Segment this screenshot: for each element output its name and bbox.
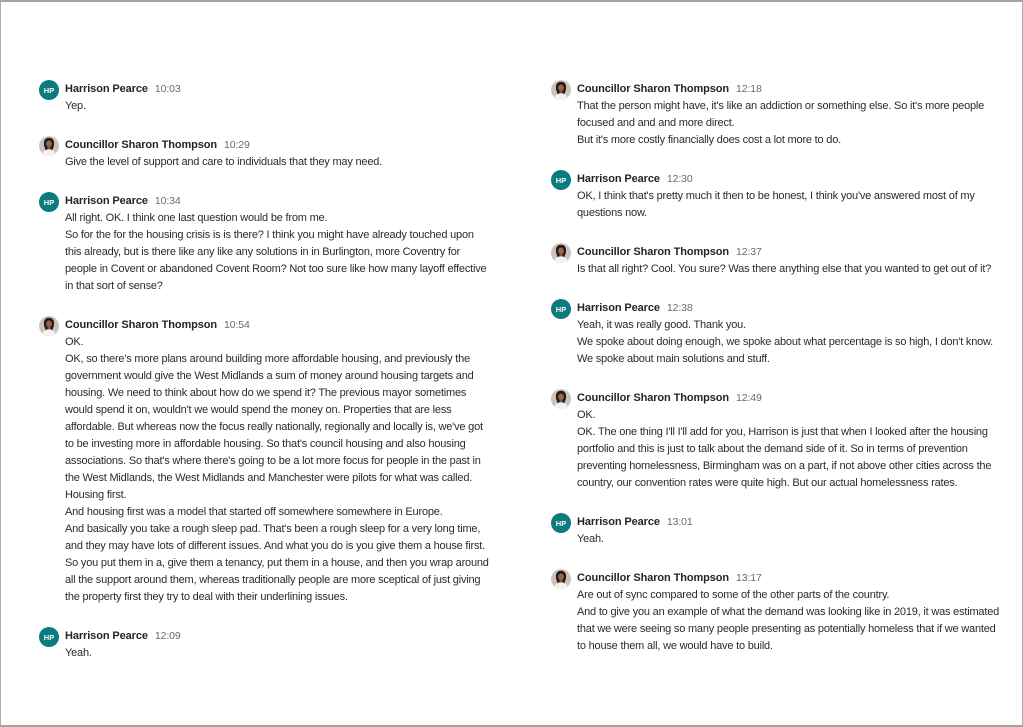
speaker-name: Harrison Pearce <box>65 195 148 207</box>
photo-avatar <box>39 316 59 336</box>
message-timestamp: 12:30 <box>666 173 693 185</box>
chat-message <box>39 191 491 295</box>
message-paragraph: OK. <box>577 409 596 421</box>
message-paragraph: Give the level of support and care to individuals that they may need. <box>65 156 383 168</box>
message-header <box>577 79 1003 98</box>
message-text <box>65 210 491 295</box>
message-paragraph: Housing first. <box>65 489 127 501</box>
message-content <box>577 568 1003 655</box>
speaker-name: Councillor Sharon Thompson <box>577 246 730 258</box>
initials-avatar: HP <box>551 299 571 319</box>
chat-message <box>551 242 1003 278</box>
chat-message <box>39 626 491 662</box>
speaker-name: Harrison Pearce <box>65 630 148 642</box>
message-timestamp: 12:38 <box>666 302 693 314</box>
message-paragraph: So for the for the housing crisis is is there? I think you might have already touched upon this already, but is there like any like any solutions in in Burlington, more Coventry for people in Covent or abandoned Covent Room? Not too sure like how many layoff effective in that sort of sense? <box>65 229 487 292</box>
message-header <box>65 191 491 210</box>
message-header <box>577 169 1003 188</box>
message-content <box>577 388 1003 492</box>
speaker-name: Councillor Sharon Thompson <box>577 572 730 584</box>
message-paragraph: OK, so there's more plans around building more affordable housing, and previously the government would give the West Midlands a sum of money around housing targets and housing. We need to think about how do we spend it? The previous mayor sometimes would spend it on, wouldn't we would spend the money on. Properties that are less affordable. But whereas now the focus really nationally, regionally and locally is, we've got to be investing more in affordable housing. So that's council housing and also housing associations. So that's where there's going to be a lot more focus for people in the past in the West Midlands, the West Midlands and Manchester were pilots for what was called. <box>65 353 483 484</box>
message-paragraph: OK. The one thing I'll I'll add for you, Harrison is just that when I looked after the housing portfolio and this is just to talk about the demand side of it. So in terms of prevention preventing homelessness, Birmingham was on a part, if not above other cities across the country, our convention rates were quite high. But our actual homelessness rates. <box>577 426 992 489</box>
transcript-column-left <box>39 79 491 682</box>
photo-avatar <box>551 389 571 409</box>
message-paragraph: We spoke about doing enough, we spoke about what percentage is so high, I don't know. We spoke about main solutions and stuff. <box>577 336 994 365</box>
chat-message <box>551 568 1003 655</box>
message-paragraph: Yeah. <box>65 647 92 659</box>
chat-message <box>551 298 1003 368</box>
message-paragraph: OK. <box>65 336 84 348</box>
message-header <box>577 512 1003 531</box>
chat-message <box>551 388 1003 492</box>
message-text <box>65 98 491 115</box>
speaker-name: Harrison Pearce <box>577 302 660 314</box>
message-paragraph: Are out of sync compared to some of the other parts of the country. <box>577 589 890 601</box>
message-paragraph: And basically you take a rough sleep pad. That's been a rough sleep for a very long time, and they may have lots of different issues. And what you do is you give them a house first. So you put them in a, give them a tenancy, put them in a house, and then you wrap around all the support around them, whereas traditionally people are more sceptical of just giving the property first they try to deal with their underlining issues. <box>65 523 489 603</box>
chat-message <box>551 79 1003 149</box>
speaker-name: Harrison Pearce <box>65 83 148 95</box>
chat-message <box>39 315 491 606</box>
initials-avatar: HP <box>551 513 571 533</box>
message-content <box>577 169 1003 222</box>
initials-avatar: HP <box>39 192 59 212</box>
speaker-name: Councillor Sharon Thompson <box>577 392 730 404</box>
message-text <box>577 407 1003 492</box>
message-header <box>577 298 1003 317</box>
message-paragraph: All right. OK. I think one last question would be from me. <box>65 212 328 224</box>
photo-avatar <box>551 243 571 263</box>
message-text <box>577 188 1003 222</box>
speaker-name: Councillor Sharon Thompson <box>65 139 218 151</box>
message-timestamp: 12:18 <box>736 83 762 95</box>
message-header <box>65 626 491 645</box>
chat-message <box>39 79 491 115</box>
chat-message <box>551 169 1003 222</box>
transcript-column-right <box>551 79 1003 675</box>
message-paragraph: Yeah. <box>577 533 604 545</box>
message-timestamp: 12:37 <box>736 246 762 258</box>
initials-avatar: HP <box>39 80 59 100</box>
message-text <box>577 261 1003 278</box>
message-content <box>577 298 1003 368</box>
speaker-name: Councillor Sharon Thompson <box>65 319 218 331</box>
message-timestamp: 10:34 <box>154 195 181 207</box>
message-content <box>577 79 1003 149</box>
message-timestamp: 10:03 <box>154 83 181 95</box>
message-content <box>577 512 1003 548</box>
message-paragraph: And housing first was a model that started off somewhere somewhere in Europe. <box>65 506 443 518</box>
message-timestamp: 12:49 <box>736 392 762 404</box>
message-text <box>65 645 491 662</box>
message-paragraph: OK, I think that's pretty much it then to be honest, I think you've answered most of my questions now. <box>577 190 975 219</box>
message-text <box>65 334 491 606</box>
message-content <box>65 135 491 171</box>
message-text <box>577 98 1003 149</box>
message-content <box>65 79 491 115</box>
message-header <box>65 79 491 98</box>
photo-avatar <box>39 136 59 156</box>
message-paragraph: But it's more costly financially does cost a lot more to do. <box>577 134 841 146</box>
message-header <box>577 242 1003 261</box>
message-timestamp: 13:17 <box>736 572 762 584</box>
message-paragraph: Yep. <box>65 100 86 112</box>
message-content <box>65 626 491 662</box>
message-paragraph: That the person might have, it's like an addiction or something else. So it's more people focused and and and more direct. <box>577 100 985 129</box>
message-paragraph: Is that all right? Cool. You sure? Was there anything else that you wanted to get out of it? <box>577 263 992 275</box>
message-text <box>65 154 491 171</box>
message-timestamp: 10:29 <box>224 139 250 151</box>
speaker-name: Councillor Sharon Thompson <box>577 83 730 95</box>
message-header <box>65 315 491 334</box>
initials-avatar: HP <box>39 627 59 647</box>
message-header <box>65 135 491 154</box>
message-paragraph: And to give you an example of what the demand was looking like in 2019, it was estimated that we were seeing so many people presenting as potentially homeless that if we wanted to house them all, we would have to build. <box>577 606 1000 652</box>
message-content <box>577 242 1003 278</box>
message-timestamp: 13:01 <box>666 516 693 528</box>
message-text <box>577 317 1003 368</box>
message-content <box>65 315 491 606</box>
chat-message <box>551 512 1003 548</box>
photo-avatar <box>551 80 571 100</box>
message-text <box>577 587 1003 655</box>
message-timestamp: 12:09 <box>154 630 181 642</box>
message-header <box>577 388 1003 407</box>
speaker-name: Harrison Pearce <box>577 173 660 185</box>
message-header <box>577 568 1003 587</box>
message-text <box>577 531 1003 548</box>
initials-avatar: HP <box>551 170 571 190</box>
message-content <box>65 191 491 295</box>
speaker-name: Harrison Pearce <box>577 516 660 528</box>
chat-message <box>39 135 491 171</box>
photo-avatar <box>551 569 571 589</box>
message-timestamp: 10:54 <box>224 319 250 331</box>
message-paragraph: Yeah, it was really good. Thank you. <box>577 319 746 331</box>
